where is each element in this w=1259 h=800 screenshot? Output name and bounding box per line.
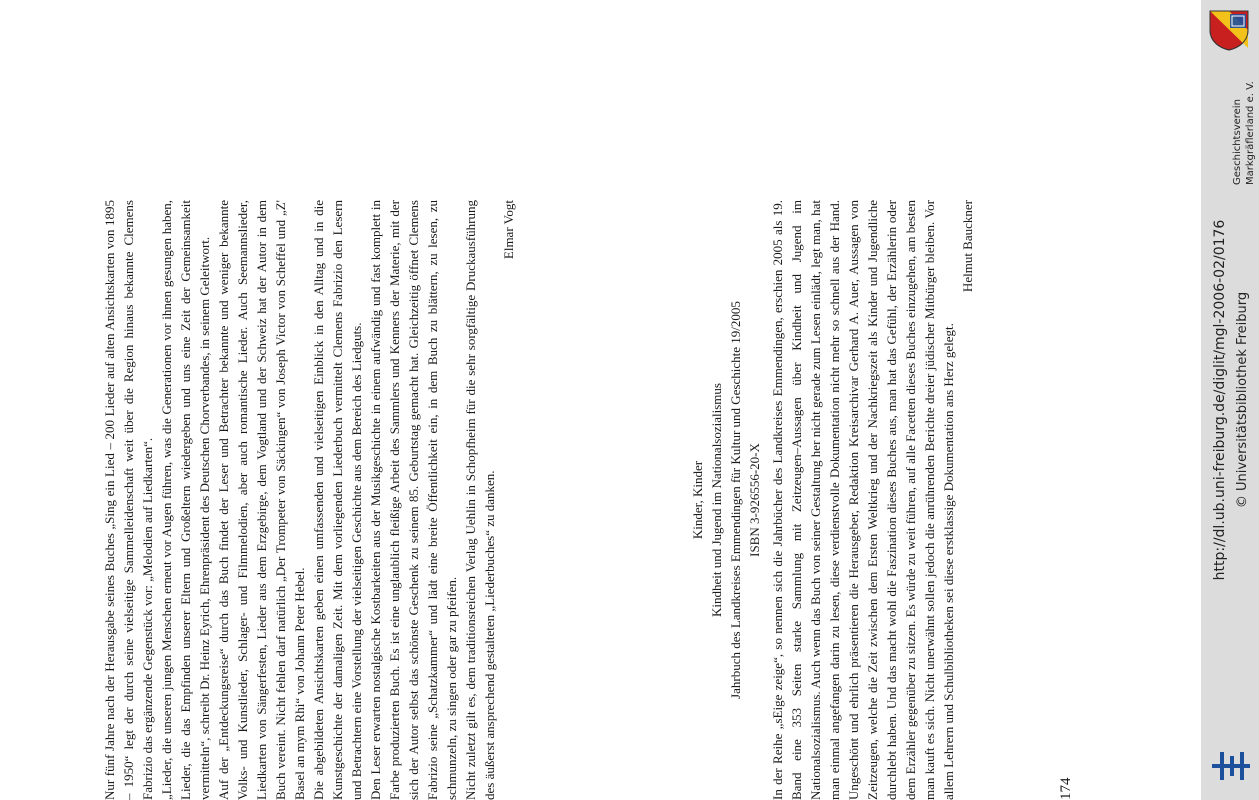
paragraph: Nicht zuletzt gilt es, dem traditionsreichen Verlag Uehlin in Schopfheim für die sehr sorgfältige Druckausführung des äußerst ansprechend gestalteten „Liederbuches“ zu danken. <box>463 200 497 800</box>
copyright-notice: © Universitätsbibliothek Freiburg <box>1235 291 1250 509</box>
paragraph: Auf der „Entdeckungsreise“ durch das Buch findet der Leser und Betrachter bekannte und weniger bekannte Volks- und Kunstlieder, Schlager- und Filmmelodien, aber auch romantische Lieder. Auch Seemannslieder, Liedkarten von Sängerfesten, Lieder aus dem Erzgebirge, dem Vogtland und der Schweiz hat der Autor in dem Buch vereint. Nicht fehlen darf natürlich „Der Trompeter von Säckingen“ von Joseph Victor von Scheffel und „Z' Basel an mym Rhi“ von Johann Peter Hebel. <box>216 200 307 800</box>
paragraph: Den Leser erwarten nostalgische Kostbarkeiten aus der Musikgeschichte in einem aufwändig und fast komplett in Farbe produzierten Buch. Es ist eine unglaublich fleißige Arbeit des Sammlers und Kenners der Materie, mit der sich der Autor selbst das schönste Geschenk zu seinem 85. Geburtstag gemacht hat. Gleichzeitig öffnet Clemens Fabrizio seine „Schatzkammer“ und lädt eine breite Öffentlichkeit ein, in dem Buch zu blättern, zu lesen, zu schmunzeln, zu singen oder gar zu pfeifen. <box>368 200 459 800</box>
paragraph: Die abgebildeten Ansichtskarten geben einen umfassenden und vielseitigen Einblick in den Alltag und in die Kunstgeschichte der damaligen Zeit. Mit dem vorliegenden Liederbuch vermittelt Clemens Fabrizio den Lesern und Betrachtern eine Vorstellung der vielseitigen Geschichte aus dem Bereich des Liedguts. <box>311 200 364 800</box>
review-text-top <box>100 200 518 800</box>
document-page <box>100 0 1200 800</box>
author-signature: Elmar Vogt <box>501 200 516 260</box>
book-series: Jahrbuch des Landkreises Emmendingen für Kultur und Geschichte 19/2005 <box>728 301 743 699</box>
page-number: 174 <box>1058 777 1074 800</box>
paragraph: In der Reihe „sEige zeige“, so nennen sich die Jahrbücher des Landkreises Emmendingen, erschien 2005 als 19. Band eine 353 Seiten starke Sammlung mit Zeitzeugen–Aussagen über Kindheit und Jugend im Nationalsozialismus. Auch wenn das Buch von seiner Gestaltung her nicht gerade zum Lesen einlädt, legt man, hat man einmal angefangen darin zu lesen, diese verdienstvolle Dokumentation nicht mehr so schnell aus der Hand. Ungeschönt und ehrlich präsentieren die Herausgeber, Redaktion Kreisarchivar Gerhard A. Auer, Aussagen von Zeitzeugen, welche die Zeit zwischen dem Ersten Weltkrieg und der Nachkriegszeit als Kinder und Jugendliche durchlebt haben. Und das macht wohl die Faszination dieses Buches aus, man hat das Gefühl, der Erzählerin oder dem Erzähler gegenüber zu sitzen. Es würde zu weit führen, auf alle Facetten dieses Buches einzugehen, am besten man kauft es sich. Nicht unerwähnt sollen jedoch die anrührenden Berichte dreier jüdischer Mitbürger bleiben. Vor allem Lehrern und Schulbibliotheken sei diese erstklassige Dokumentation ans Herz gelegt. <box>770 200 956 800</box>
book-heading <box>688 200 764 800</box>
review-text-bottom <box>768 200 977 800</box>
book-title: Kinder, Kinder <box>690 460 705 540</box>
society-line-1: Geschichtsverein <box>1232 99 1243 185</box>
paragraph: „Lieder, die unseren jungen Menschen erneut vor Augen führen, was die Generationen vor ihnen gesungen haben, Lieder, die das Empfinden unserer Eltern und Großeltern wiedergeben und uns eine Zeit der Gemeinsamkeit vermitteln“, schreibt Dr. Heinz Eyrich, Ehrenpräsident des Deutschen Chorverbandes, in seinem Geleitwort. <box>159 200 212 800</box>
book-isbn: ISBN 3-926556-20-X <box>747 443 762 557</box>
university-library-logo-icon <box>1210 748 1252 784</box>
document-url-link[interactable]: http://dl.ub.uni-freiburg.de/diglit/mgl-2006-02/0176 <box>1212 219 1228 581</box>
book-subtitle: Kindheit und Jugend im Nationalsozialismus <box>709 383 724 617</box>
paragraph: Nur fünf Jahre nach der Herausgabe seines Buches „Sing ein Lied – 200 Lieder auf alten Ansichtskarten von 1895 – 1950“ legt der durch seine vielseitige Sammelleidenschaft weit über die Region hinaus bekannte Clemens Fabrizio das ergänzende Gegenstück vor: „Melodien auf Liedkarten“. <box>102 200 155 800</box>
society-line-2: Markgräflerland e. V. <box>1245 81 1256 185</box>
author-signature: Helmut Bauckner <box>960 200 975 293</box>
